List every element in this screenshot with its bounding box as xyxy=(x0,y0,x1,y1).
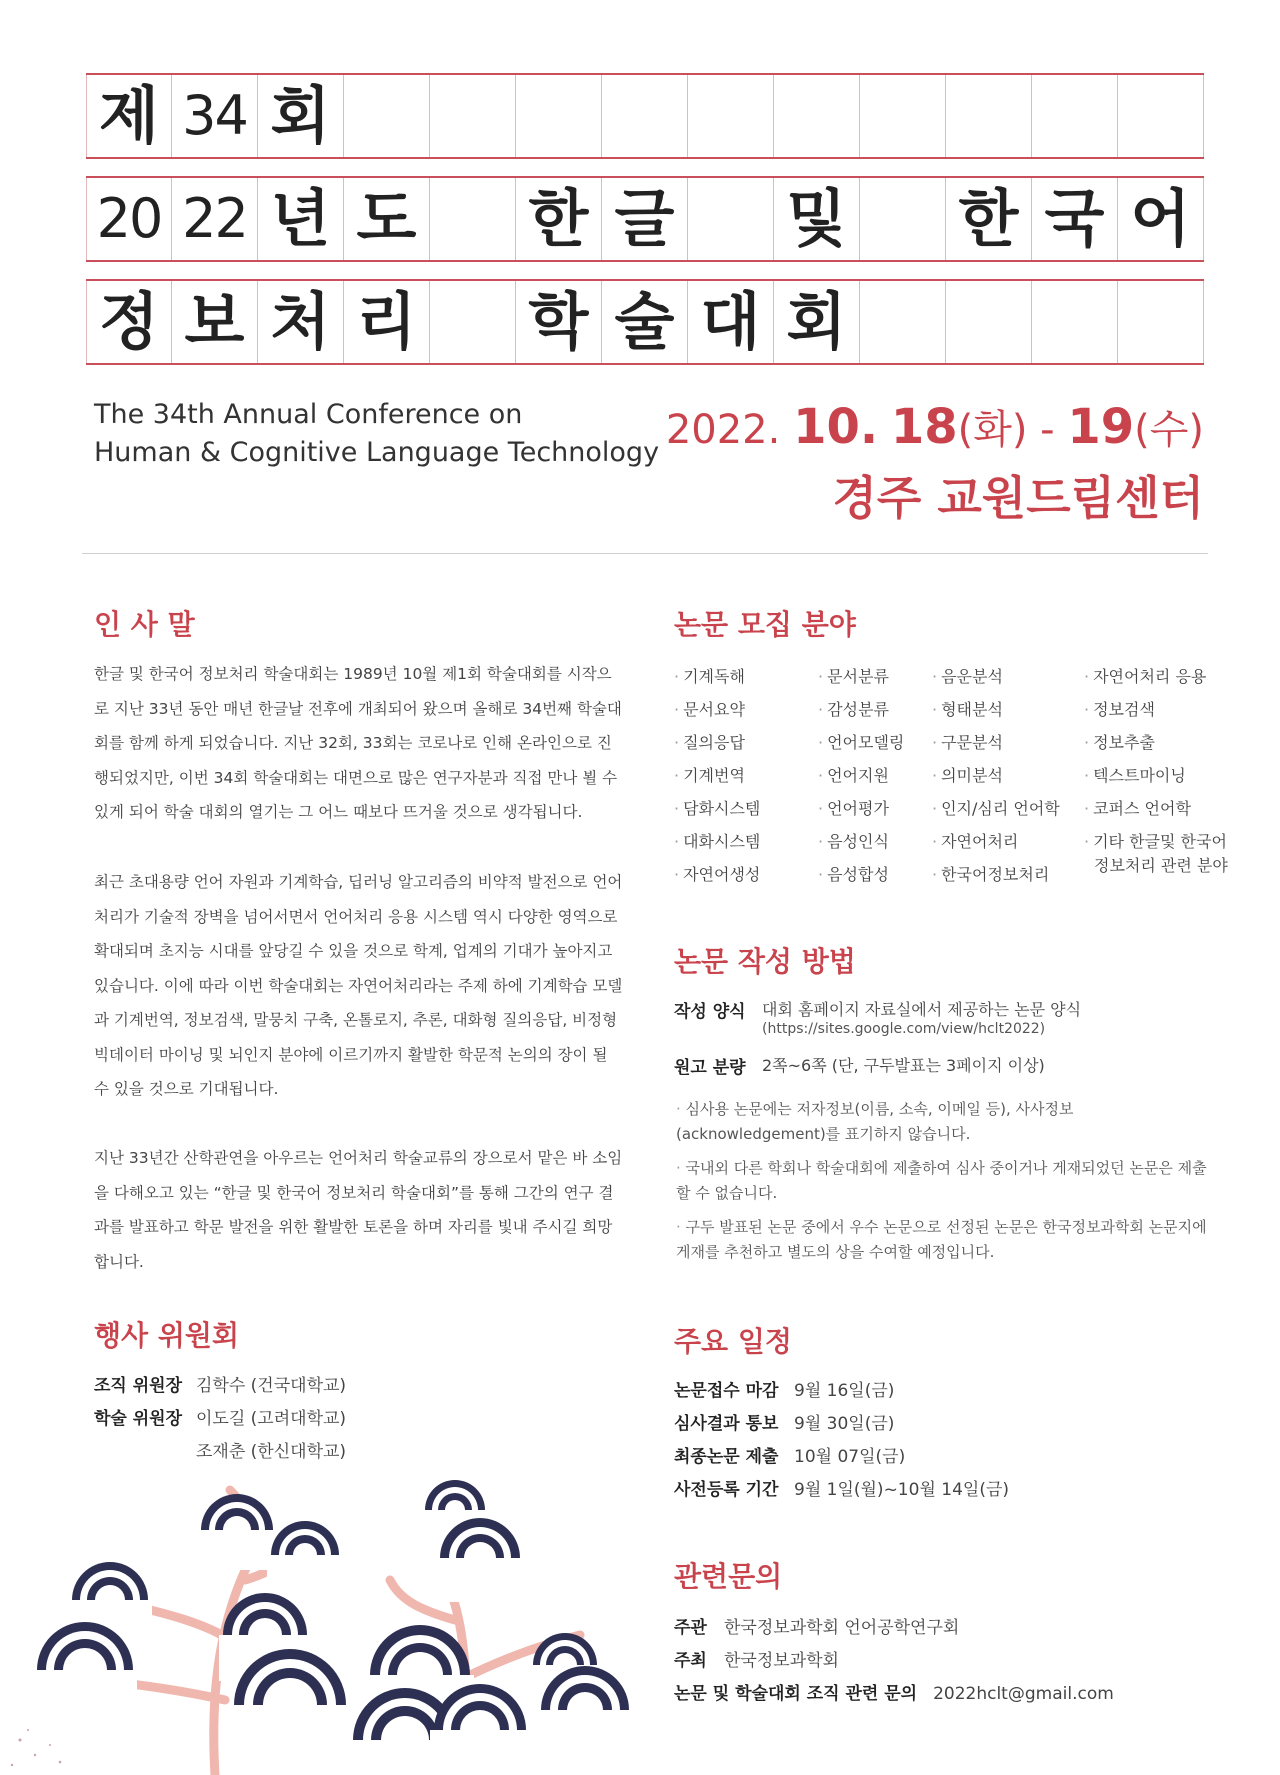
section-divider xyxy=(82,553,1208,554)
date-year: 2022. xyxy=(665,407,781,453)
format-url: (https://sites.google.com/view/hclt2022) xyxy=(762,1021,1046,1037)
field-item: · 담화시스템 xyxy=(674,799,761,818)
field-item: · 텍스트마이닝 xyxy=(1084,766,1186,785)
title-cell-empty xyxy=(688,75,774,157)
field-item: · 감성분류 xyxy=(818,700,889,719)
english-title xyxy=(94,396,659,472)
title-cell-empty xyxy=(1118,281,1204,363)
field-item: · 코퍼스 언어학 xyxy=(1084,799,1191,818)
fields-column-4 xyxy=(1084,660,1228,878)
note-item: · 심사용 논문에는 저자정보(이름, 소속, 이메일 등), 사사정보(acknowledgement)를 표기하지 않습니다. xyxy=(676,1100,1074,1143)
field-item: · 형태분석 xyxy=(932,700,1003,719)
title-cell-empty xyxy=(602,75,688,157)
greeting-paragraph-3: 지난 33년간 산학관연을 아우르는 언어처리 학술교류의 장으로서 맡은 바 소임을 다해오고 있는 “한글 및 한국어 정보처리 학술대회”를 통해 그간의 연구 결과를 발표하고 학문 발전을 위한 활발한 토론을 하며 자리를 빛내 주시길 희망합니다. xyxy=(94,1149,623,1271)
contact-list xyxy=(674,1612,1114,1711)
greeting-paragraph-1: 한글 및 한국어 정보처리 학술대회는 1989년 10월 제1회 학술대회를 시작으로 지난 33년 동안 매년 한글날 전후에 개최되어 왔으며 올해로 34번째 학술대회를 함께 하게 되었습니다. 지난 32회, 33회는 코로나로 인해 온라인으로 진행되었지만, 이번 34회 학술대회는 대면으로 많은 연구자분과 직접 만나 뵐 수 있게 되어 학술 대회의 열기는 그 어느 때보다 뜨거울 것으로 생각됩니다. xyxy=(94,665,622,821)
contact-row: 주최 한국정보과학회 xyxy=(674,1651,839,1671)
field-item: · 기타 한글및 한국어 xyxy=(1084,832,1227,851)
contact-heading: 관련문의 xyxy=(674,1560,783,1593)
committee-row: 조직 위원장 김학수 (건국대학교) xyxy=(94,1376,347,1396)
contact-email[interactable]: 2022hclt@gmail.com xyxy=(933,1684,1114,1704)
date-weekday-1: (화) xyxy=(957,407,1028,453)
title-cell-empty xyxy=(774,75,860,157)
contact-row: 논문 및 학술대회 조직 관련 문의 2022hclt@gmail.com xyxy=(674,1684,1114,1704)
schedule-row: 사전등록 기간 9월 1일(월)~10월 14일(금) xyxy=(674,1480,1010,1500)
date-day-1: 18 xyxy=(890,399,958,455)
title-cell: 20 xyxy=(86,178,172,260)
title-cell-empty xyxy=(430,75,516,157)
title-cell-empty xyxy=(946,281,1032,363)
writing-format xyxy=(674,997,1082,1037)
title-cell: 학 xyxy=(516,281,602,363)
format-label: 작성 양식 xyxy=(674,1002,746,1022)
decorative-dots xyxy=(11,1729,62,1766)
title-cell: 한 xyxy=(946,178,1032,260)
title-row-1 xyxy=(86,73,1204,159)
field-item-continuation: 정보처리 관련 분야 xyxy=(1094,856,1228,875)
fields-column-2 xyxy=(818,660,904,891)
field-item: · 언어평가 xyxy=(818,799,889,818)
writing-length xyxy=(674,1053,1045,1078)
field-item: · 문서요약 xyxy=(674,700,745,719)
field-item: · 구문분석 xyxy=(932,733,1003,752)
field-item: · 자연어처리 응용 xyxy=(1084,667,1207,686)
field-item: · 인지/심리 언어학 xyxy=(932,799,1060,818)
title-cell-empty xyxy=(1118,75,1204,157)
title-cell: 처 xyxy=(258,281,344,363)
venue: 경주 교원드림센터 xyxy=(832,471,1204,525)
title-cell-empty xyxy=(430,178,516,260)
field-item: · 자연어생성 xyxy=(674,865,761,884)
date-weekday-2: (수) xyxy=(1134,407,1204,453)
title-cell: 회 xyxy=(258,75,344,157)
title-cell: 글 xyxy=(602,178,688,260)
field-item: · 음성인식 xyxy=(818,832,889,851)
date-separator: - xyxy=(1027,407,1068,453)
schedule-row: 논문접수 마감 9월 16일(금) xyxy=(674,1381,895,1401)
length-label: 원고 분량 xyxy=(674,1058,746,1078)
field-item: · 음성합성 xyxy=(818,865,889,884)
title-cell: 22 xyxy=(172,178,258,260)
writing-heading: 논문 작성 방법 xyxy=(674,945,856,978)
fields-heading: 논문 모집 분야 xyxy=(674,608,856,641)
title-cell: 및 xyxy=(774,178,860,260)
committee-row: 조재춘 (한신대학교) xyxy=(196,1442,347,1462)
title-cell-empty xyxy=(946,75,1032,157)
title-cell-empty xyxy=(860,75,946,157)
title-cell: 술 xyxy=(602,281,688,363)
title-cell: 회 xyxy=(774,281,860,363)
field-item: · 기계독해 xyxy=(674,667,745,686)
fields-column-3 xyxy=(932,660,1060,891)
title-row-3 xyxy=(86,279,1204,365)
field-item: · 의미분석 xyxy=(932,766,1003,785)
title-cell: 도 xyxy=(344,178,430,260)
title-cell-empty xyxy=(860,281,946,363)
field-item: · 음운분석 xyxy=(932,667,1003,686)
title-cell: 보 xyxy=(172,281,258,363)
title-cell: 어 xyxy=(1118,178,1204,260)
english-title-line-1: The 34th Annual Conference on xyxy=(94,399,523,430)
length-value: 2쪽~6쪽 (단, 구두발표는 3페이지 이상) xyxy=(762,1056,1045,1075)
committee-row: 학술 위원장 이도길 (고려대학교) xyxy=(94,1409,347,1429)
schedule-list xyxy=(674,1375,1009,1507)
field-item: · 언어모델링 xyxy=(818,733,905,752)
tree-caps xyxy=(33,1480,633,1775)
field-item: · 자연어처리 xyxy=(932,832,1019,851)
greeting-heading: 인 사 말 xyxy=(94,608,195,641)
note-item: · 구두 발표된 논문 중에서 우수 논문으로 선정된 논문은 한국정보과학회 논문지에 게재를 추천하고 별도의 상을 수여할 예정입니다. xyxy=(676,1218,1207,1261)
date-day-2: 19 xyxy=(1067,399,1135,455)
title-cell-empty xyxy=(516,75,602,157)
title-cell: 국 xyxy=(1032,178,1118,260)
event-date xyxy=(666,398,1204,455)
title-cell: 년 xyxy=(258,178,344,260)
title-cell-empty xyxy=(860,178,946,260)
title-cell: 대 xyxy=(688,281,774,363)
date-month: 10. xyxy=(793,399,879,455)
title-cell: 제 xyxy=(86,75,172,157)
title-cell: 34 xyxy=(172,75,258,157)
note-item: · 국내외 다른 학회나 학술대회에 제출하여 심사 중이거나 게재되었던 논문은 제출할 수 없습니다. xyxy=(676,1159,1207,1202)
english-title-line-2: Human & Cognitive Language Technology xyxy=(94,437,660,468)
field-item: · 언어지원 xyxy=(818,766,889,785)
title-cell-empty xyxy=(430,281,516,363)
schedule-row: 최종논문 제출 10월 07일(금) xyxy=(674,1447,906,1467)
title-cell-empty xyxy=(344,75,430,157)
field-item: · 질의응답 xyxy=(674,733,745,752)
greeting-paragraph-2: 최근 초대용량 언어 자원과 기계학습, 딥러닝 알고리즘의 비약적 발전으로 언어 처리가 기술적 장벽을 넘어서면서 언어처리 응용 시스템 역시 다양한 영역으로 확대되며 초지능 시대를 앞당길 수 있을 것으로 학계, 업계의 기대가 높아지고 있습니다. 이에 따라 이번 학술대회는 자연어처리라는 주제 하에 기계학습 모델과 기계번역, 정보검색, 말뭉치 구축, 온톨로지, 추론, 대화형 질의응답, 비정형 빅데이터 마이닝 및 뇌인지 분야에 이르기까지 활발한 학문적 논의의 장이 될 수 있을 것으로 기대됩니다. xyxy=(94,873,623,1098)
field-item: · 정보추출 xyxy=(1084,733,1155,752)
schedule-row: 심사결과 통보 9월 30일(금) xyxy=(674,1414,895,1434)
title-cell-empty xyxy=(1032,281,1118,363)
tree-illustration xyxy=(0,1440,650,1775)
committee-heading: 행사 위원회 xyxy=(94,1319,239,1352)
field-item: · 한국어정보처리 xyxy=(932,865,1050,884)
title-cell: 리 xyxy=(344,281,430,363)
title-cell-empty xyxy=(1032,75,1118,157)
title-row-2 xyxy=(86,176,1204,262)
title-cell: 정 xyxy=(86,281,172,363)
title-cell-empty xyxy=(688,178,774,260)
schedule-heading: 주요 일정 xyxy=(674,1325,792,1358)
title-cell: 한 xyxy=(516,178,602,260)
format-value: 대회 홈페이지 자료실에서 제공하는 논문 양식 xyxy=(762,1000,1082,1019)
field-item: · 문서분류 xyxy=(818,667,889,686)
fields-column-1 xyxy=(674,660,760,891)
field-item: · 대화시스템 xyxy=(674,832,761,851)
field-item: · 기계번역 xyxy=(674,766,745,785)
writing-notes xyxy=(676,1097,1216,1274)
contact-row: 주관 한국정보과학회 언어공학연구회 xyxy=(674,1618,960,1638)
field-item: · 정보검색 xyxy=(1084,700,1155,719)
